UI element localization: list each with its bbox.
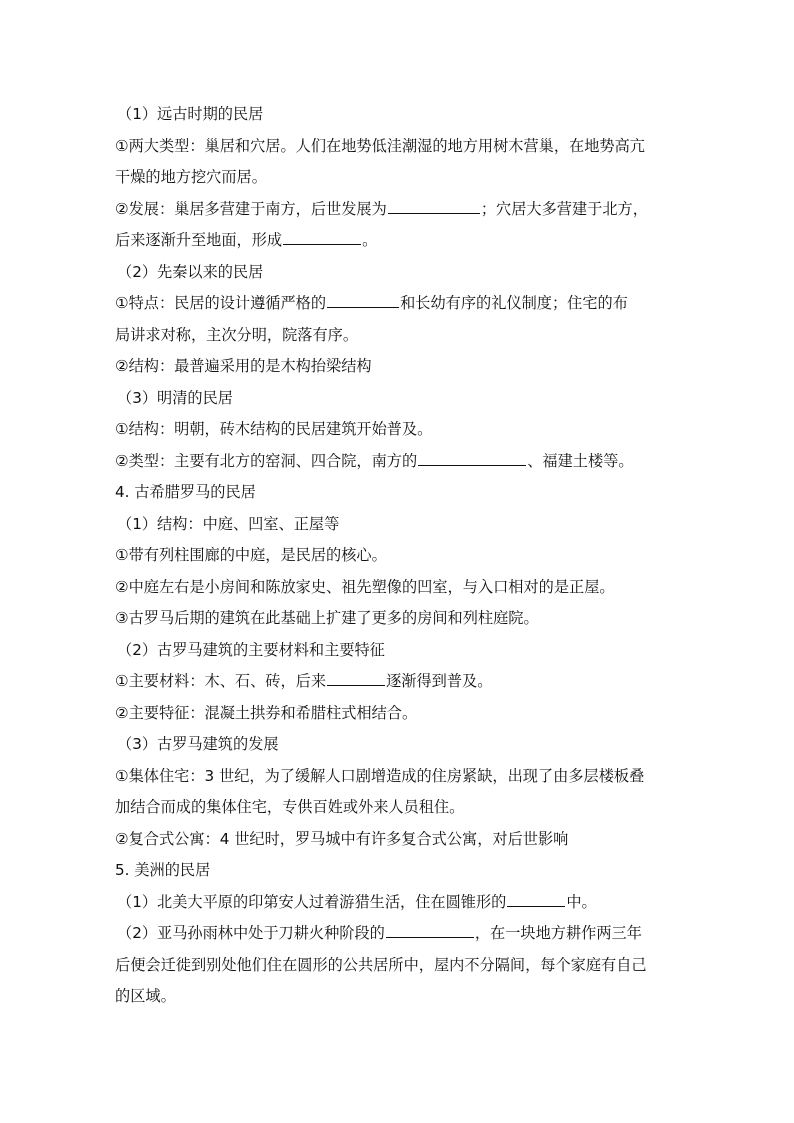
- line-text: ①集体住宅：3 世纪，为了缓解人口剧增造成的住房紧缺，出现了由多层楼板叠: [115, 766, 645, 785]
- line-text: （2）古罗马建筑的主要材料和主要特征: [117, 640, 385, 659]
- fill-in-blank[interactable]: [327, 292, 399, 308]
- line-text: 逐渐得到普及。: [386, 672, 493, 690]
- line-text: （1）结构：中庭、凹室、正屋等: [117, 514, 340, 533]
- document-body: [115, 99, 685, 1013]
- line-text: （1）远古时期的民居: [117, 105, 264, 123]
- heading-pre-qin-dwellings: [115, 257, 685, 289]
- paragraph-line: [115, 414, 685, 446]
- paragraph-line: [115, 194, 685, 226]
- fill-in-blank[interactable]: [386, 922, 474, 938]
- line-text: （1）北美大平原的印第安人过着游猎生活，住在圆锥形的: [117, 892, 507, 911]
- heading-ancient-dwellings: [115, 99, 685, 131]
- paragraph-line: [115, 351, 685, 383]
- line-text: 后便会迁徙到别处他们住在圆形的公共居所中，屋内不分隔间，每个家庭有自己: [115, 955, 647, 974]
- line-text: （2）亚马孙雨林中处于刀耕火种阶段的: [117, 924, 385, 942]
- line-text: ②中庭左右是小房间和陈放家史、祖先塑像的凹室，与入口相对的是正屋。: [115, 577, 615, 596]
- line-text: ①两大类型：巢居和穴居。人们在地势低洼潮湿的地方用树木营巢，在地势高亢: [115, 136, 645, 155]
- line-text: 、福建土楼等。: [527, 451, 634, 470]
- paragraph-line: [115, 225, 685, 257]
- paragraph-line: [115, 981, 685, 1013]
- line-text: （3）明清的民居: [117, 388, 233, 407]
- subheading-development: [115, 729, 685, 761]
- paragraph-line: [115, 950, 685, 982]
- line-text: ②复合式公寓：4 世纪时，罗马城中有许多复合式公寓，对后世影响: [115, 829, 569, 848]
- line-text: ①主要材料：木、石、砖，后来: [115, 672, 327, 690]
- line-text: ①带有列柱围廊的中庭，是民居的核心。: [115, 546, 387, 564]
- line-text: 4. 古希腊罗马的民居: [115, 483, 256, 501]
- section-heading-greece-rome: [115, 477, 685, 509]
- fill-in-blank[interactable]: [283, 229, 361, 245]
- paragraph-line: [115, 540, 685, 572]
- line-text: 和长幼有序的礼仪制度；住宅的布: [400, 294, 628, 312]
- line-text: ，在一块地方耕作两三年: [474, 924, 642, 942]
- line-text: ①特点：民居的设计遵循严格的: [115, 294, 327, 312]
- line-text: 局讲求对称，主次分明，院落有序。: [115, 325, 358, 344]
- fill-in-blank[interactable]: [388, 198, 480, 214]
- paragraph-line: [115, 792, 685, 824]
- line-text: 中。: [566, 892, 597, 911]
- paragraph-line: [115, 918, 685, 950]
- paragraph-line: [115, 131, 685, 163]
- section-heading-americas: [115, 855, 685, 887]
- subheading-structure: [115, 509, 685, 541]
- paragraph-line: [115, 824, 685, 856]
- paragraph-line: [115, 887, 685, 919]
- line-text: （3）古罗马建筑的发展: [117, 735, 279, 753]
- line-text: ②结构：最普遍采用的是木构抬梁结构: [115, 357, 372, 375]
- line-text: ；穴居大多营建于北方，: [480, 199, 648, 218]
- line-text: （2）先秦以来的民居: [117, 262, 264, 281]
- paragraph-line: [115, 446, 685, 478]
- paragraph-line: [115, 698, 685, 730]
- paragraph-line: [115, 666, 685, 698]
- paragraph-line: [115, 603, 685, 635]
- line-text: 干燥的地方挖穴而居。: [115, 168, 267, 186]
- paragraph-line: [115, 761, 685, 793]
- line-text: 5. 美洲的民居: [115, 861, 211, 879]
- line-text: 的区域。: [115, 987, 176, 1005]
- line-text: 加结合而成的集体住宅，专供百姓或外来人员租住。: [115, 798, 465, 816]
- fill-in-blank[interactable]: [418, 450, 526, 466]
- paragraph-line: [115, 572, 685, 604]
- line-text: ②发展：巢居多营建于南方，后世发展为: [115, 199, 387, 218]
- line-text: 。: [362, 231, 378, 249]
- heading-ming-qing-dwellings: [115, 383, 685, 415]
- line-text: ②类型：主要有北方的窑洞、四合院，南方的: [115, 451, 418, 470]
- subheading-materials: [115, 635, 685, 667]
- fill-in-blank[interactable]: [507, 891, 565, 907]
- line-text: ③古罗马后期的建筑在此基础上扩建了更多的房间和列柱庭院。: [115, 609, 539, 627]
- line-text: ②主要特征：混凝土拱券和希腊柱式相结合。: [115, 703, 418, 722]
- paragraph-line: [115, 162, 685, 194]
- line-text: 后来逐渐升至地面，形成: [115, 231, 283, 249]
- line-text: ①结构：明朝，砖木结构的民居建筑开始普及。: [115, 420, 433, 438]
- fill-in-blank[interactable]: [327, 670, 385, 686]
- paragraph-line: [115, 288, 685, 320]
- paragraph-line: [115, 320, 685, 352]
